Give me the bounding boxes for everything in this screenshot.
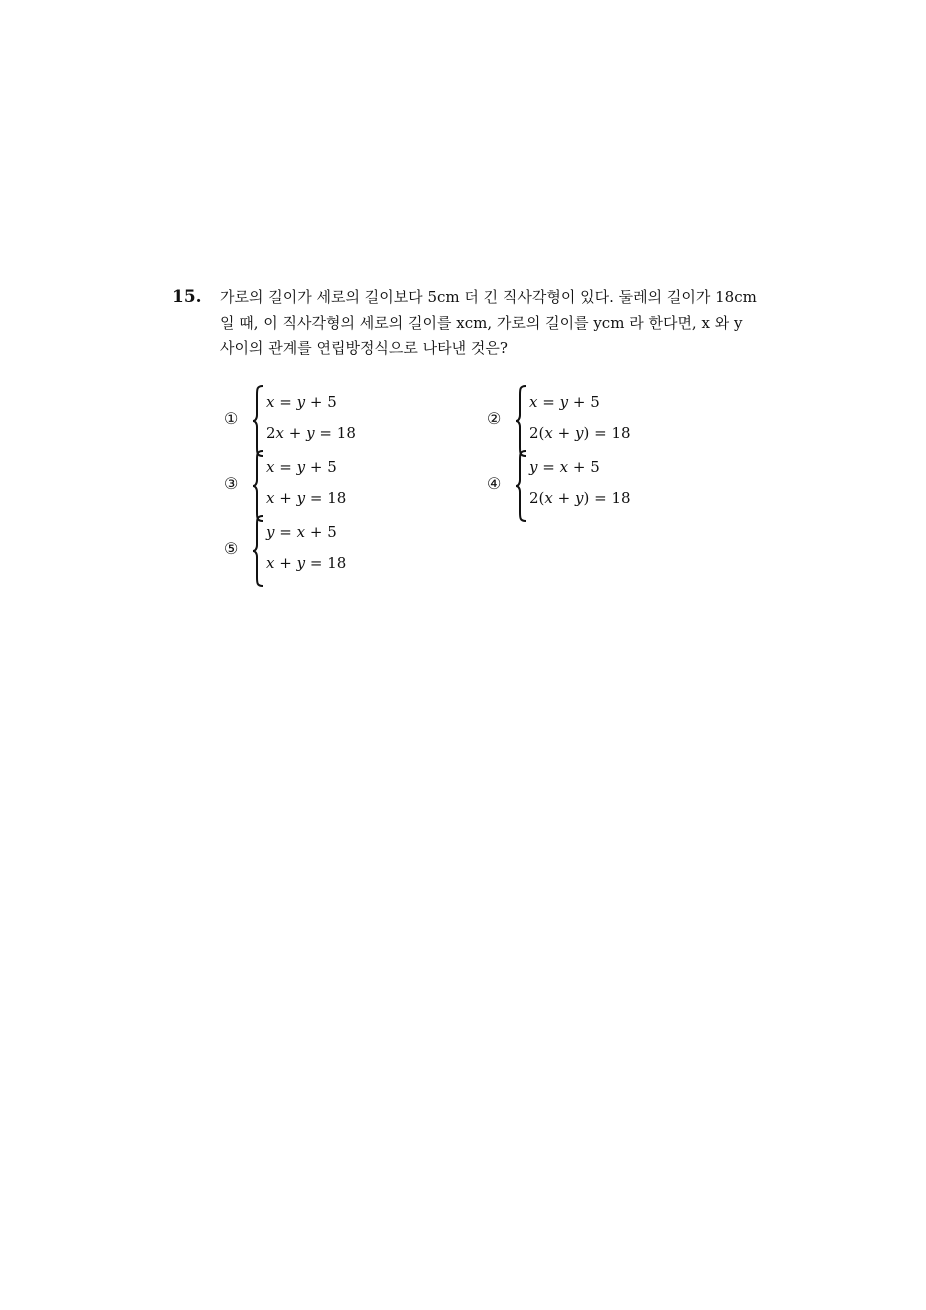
brace-icon: [252, 450, 264, 522]
choice-5[interactable]: [224, 517, 444, 585]
choice-2[interactable]: [487, 387, 707, 455]
choice-3-equation-1: x = y + 5: [266, 458, 337, 476]
choice-2-equation-2: 2(x + y) = 18: [529, 424, 631, 442]
choice-3[interactable]: [224, 452, 444, 520]
choice-4-marker: ④: [487, 474, 502, 493]
brace-icon: [252, 515, 264, 587]
brace-icon: [515, 450, 527, 522]
choice-5-equation-2: x + y = 18: [266, 554, 347, 572]
choice-4-equation-1: y = x + 5: [529, 458, 600, 476]
problem-stem: [220, 285, 760, 362]
choice-2-marker: ②: [487, 409, 502, 428]
choice-4-equation-2: 2(x + y) = 18: [529, 489, 631, 507]
choice-1-marker: ①: [224, 409, 239, 428]
problem-number: 15.: [172, 287, 202, 307]
brace-icon: [252, 385, 264, 457]
brace-icon: [515, 385, 527, 457]
choice-3-marker: ③: [224, 474, 239, 493]
choice-2-equation-1: x = y + 5: [529, 393, 600, 411]
choice-5-equation-1: y = x + 5: [266, 523, 337, 541]
choice-1-equation-1: x = y + 5: [266, 393, 337, 411]
choice-1[interactable]: [224, 387, 444, 455]
choice-5-marker: ⑤: [224, 539, 239, 558]
stem-line-1: 가로의 길이가 세로의 길이보다 5cm 더 긴 직사각형이 있다. 둘레의 길이가 18cm: [220, 288, 757, 306]
stem-line-2: 일 때, 이 직사각형의 세로의 길이를 xcm, 가로의 길이를 ycm 라 한다면, x 와 y: [220, 313, 743, 332]
choice-4[interactable]: [487, 452, 707, 520]
stem-line-3: 사이의 관계를 연립방정식으로 나타낸 것은?: [220, 339, 508, 357]
choice-1-equation-2: 2x + y = 18: [266, 424, 356, 442]
choice-3-equation-2: x + y = 18: [266, 489, 347, 507]
